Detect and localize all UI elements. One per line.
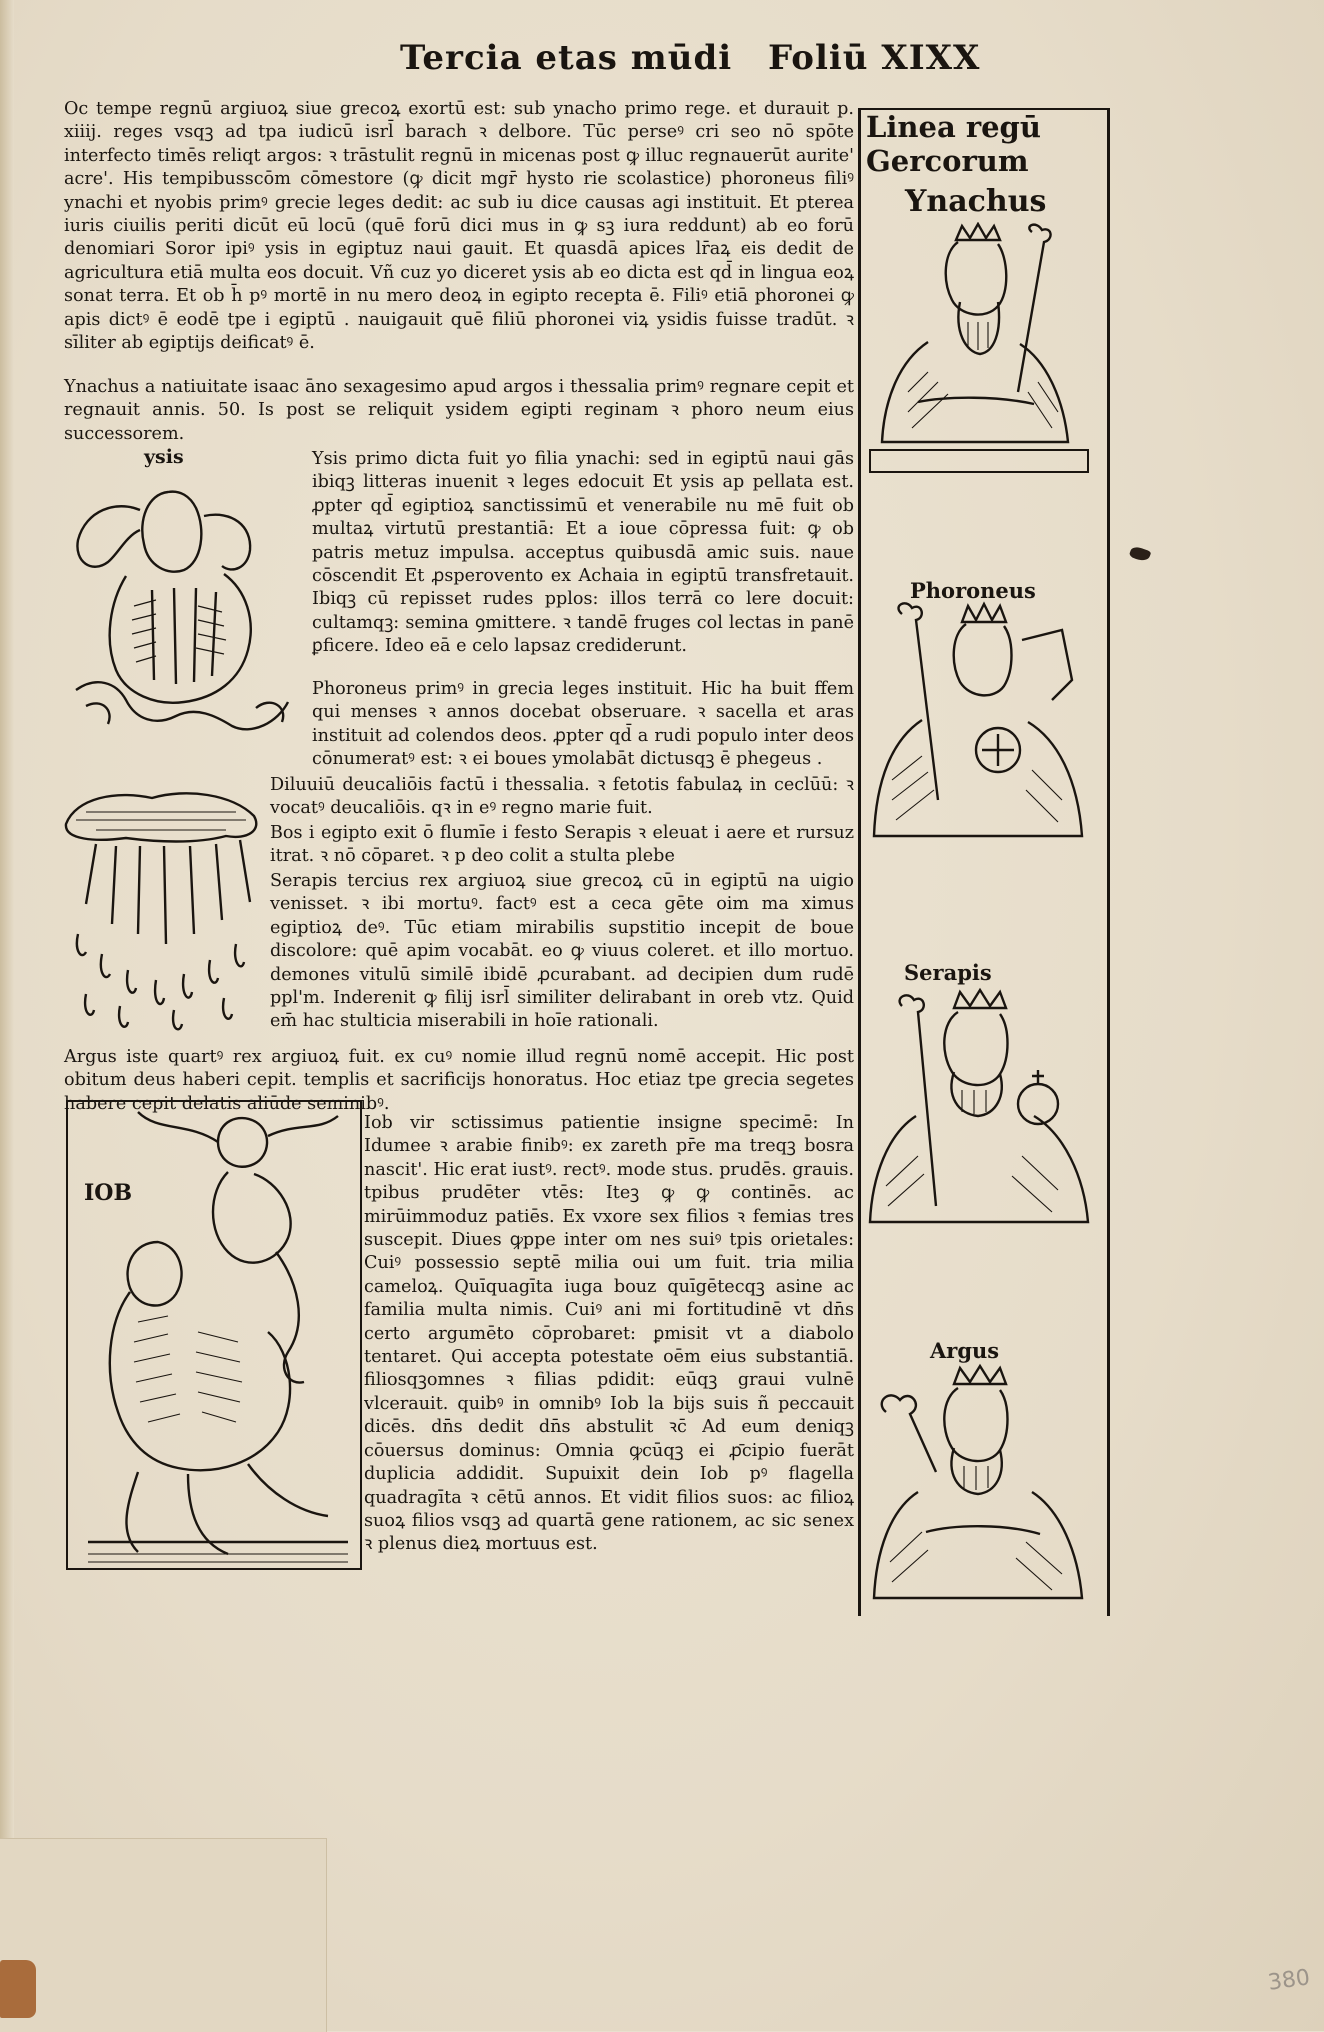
deucalion-paragraph-block: [270, 774, 854, 821]
ysis-paragraph: Ysis primo dicta fuit yo filia ynachi: sed in egiptū naui gās ibiqꝫ litteras inuenit ꝛ leges edocuit Et ysis ap pellata est. ꝓpter qd̄ egiptioꝝ sanctissimū et venerabile nu mē fuit ob multaꝝ virtutū prestantiā: Et a ioue cōpressa fuit: ꝙ ob patris metuz impulsa. acceptus quibusdā amic suis. naue cōscendit Et ꝓsperovento ex Achaia in egiptū transfretauit. Ibiqꝫ cū repisset rudes pplos: illos terrā co lere docuit: cultamqꝫ: semina ꝯmittere. ꝛ tandē fruges col lectas in panē ꝑficere. Ideo eā e celo lapsaz crediderunt.: [312, 449, 854, 657]
ruler-name-ynachus: Ynachus: [905, 184, 1047, 219]
serapis-paragraph-block: [270, 870, 854, 1034]
phoroneus-paragraph: Phoroneus primꝰ in grecia leges instituit. Hic ha buit ffem qui menses ꝛ annos docebat obseruare. ꝛ sacella et aras instituit ad colendos deos. ꝓpter qd̄ a rudi populo inter deos cōnumeratꝰ est: ꝛ ei boues ymolabāt dictusqꝫ ē phegeus .: [312, 679, 854, 770]
phoroneus-paragraph-block: [312, 678, 854, 772]
crowned-king-icon: [862, 986, 1098, 1234]
ysis-woodcut-label: ysis: [144, 446, 184, 468]
ynachus-paragraph-block: [64, 376, 854, 446]
ink-fleck: [1129, 545, 1152, 563]
deucalion-flood-woodcut: [56, 784, 264, 1038]
crowned-king-icon: [862, 600, 1092, 854]
job-woodcut-label: IOB: [84, 1180, 133, 1206]
serapis-paragraph: Serapis tercius rex argiuoꝝ siue grecoꝝ cū in egiptū na uigio venisset. ꝛ ibi mortuꝰ. factꝰ est a ceca gēte oim ma ximus egiptioꝝ deꝰ. Tūc etiam mirabilis supstitio incepit de boue discolore: quē apim vocabāt. eo ꝙ viuus coleret. et illo mortuo. demones vitulū similē ibidē ꝓcurabant. ad decipien dum rudē ppl'm. Inderenit ꝙ filij isrl̄ similiter delirabant in oreb vtz. Quid em̄ hac stulticia miserabili in hoīe rationali.: [270, 871, 854, 1032]
serapis-portrait: [862, 986, 1098, 1234]
ysis-paragraph-block: [312, 448, 854, 659]
ysis-woodcut-figure-icon: [56, 470, 302, 740]
ruler-name-phoroneus: Phoroneus: [910, 578, 1036, 603]
phoroneus-portrait: [862, 600, 1092, 854]
crowned-king-icon: [868, 222, 1090, 474]
ruler-name-serapis: Serapis: [904, 960, 992, 985]
page-edge: [0, 0, 14, 2031]
page-title: Tercia etas mūdi: [400, 38, 733, 78]
deucalion-paragraph: Diluuiū deucaliōis factū i thessalia. ꝛ fetotis fabulaꝝ in ceclūū: ꝛ vocatꝰ deucaliōis. qꝛ in eꝰ regno marie fuit.: [270, 775, 854, 819]
job-and-demon-icon: [68, 1102, 360, 1568]
bos-paragraph: Bos i egipto exit ō flumīe i festo Serapis ꝛ eleuat i aere et rursuz itrat. ꝛ nō cōparet. ꝛ p deo colit a stulta plebe: [270, 823, 854, 867]
rain-cloud-icon: [56, 784, 264, 1038]
argus-portrait: [866, 1362, 1092, 1608]
ynachus-portrait: [868, 222, 1090, 474]
job-paragraph-block: [364, 1112, 854, 1557]
folio-number: Foliū XIXX: [768, 38, 981, 78]
crowned-king-icon: [866, 1362, 1092, 1608]
pencil-mark: 380: [1266, 1965, 1312, 1996]
paper-paste-strip: [0, 1838, 327, 2032]
tape-remnant: [0, 1960, 36, 2018]
bos-paragraph-block: [270, 822, 854, 869]
intro-paragraph: Oc tempe regnū argiuoꝝ siue grecoꝝ exortū est: sub ynacho primo rege. et durauit p. xiiij. reges vsqꝫ ad tpa iudicū isrl̄ barach ꝛ delbore. Tūc perseꝰ cri seo nō spōte interfecto timēs reliqt argos: ꝛ trāstulit regnū in micenas post ꝙ illuc regnauerūt aurite' acre'. His tempibusscōm cōmestore (ꝙ dicit mgr̄ hysto rie scolastice) phoroneus filiꝰ ynachi et nyobis primꝰ grecie leges dedit: ac sub iu dice causas agi instituit. Et pterea iuris ciuilis periti dicūt eū locū (quē forū dici mus in ꝙ sꝫ iura reddunt) ab eo forū denomiari Soror ipiꝰ ysis in egiptuz naui gauit. Et quasdā apices lr̄aꝝ eis dedit de agricultura etiā multa eos docuit. Vñ cuz yo diceret ysis ab eo dicta est qd̄ in lingua eoꝝ sonat terra. Et ob h̄ pꝰ mortē in nu mero deoꝝ in egipto recepta ē. Filiꝰ etiā phoronei ꝙ apis dictꝰ ē eodē tpe i egiptū . nauigauit quē filiū phoronei viꝝ ysidis fuisse tradūt. ꝛ sīliter ab egiptijs deificatꝰ ē.: [64, 99, 854, 354]
ynachus-paragraph: Ynachus a natiuitate isaac āno sexagesimo apud argos i thessalia primꝰ regnare cepit et regnauit annis. 50. Is post se reliquit ysidem egipti reginam ꝛ phoro neum eius successorem.: [64, 377, 854, 444]
job-woodcut: [66, 1100, 362, 1570]
intro-paragraph-block: [64, 98, 854, 355]
job-paragraph: Iob vir sctissimus patientie insigne specimē: In Idumee ꝛ arabie finibꝰ: ex zareth pr̄e ma treqꝫ bosra nascit'. Hic erat iustꝰ. rectꝰ. mode stus. prudēs. grauis. tpibus prudēter vtēs: Iteꝫ ꝙ ꝙ continēs. ac mirūimmoduz patiēs. Ex vxore sex filios ꝛ femias tres suscepit. Diues ꝙppe inter om nes suiꝰ tpis orietales: Cuiꝰ possessio septē milia oui um fuit. tria milia cameloꝝ. Quīquagīta iuga bouz quīgētecqꝫ asine ac familia multa nimis. Cuiꝰ ani mi fortitudinē vt dn̄s certo argumēto cōprobaret: ꝑmisit vt a diabolo tentaret. Qui accepta potestate oēm eius substantiā. filiosqꝫomnes ꝛ filias pdidit: eūqꝫ graui vulnē vlcerauit. quibꝰ in omnibꝰ Iob la bijs suis ñ peccauit dicēs. dn̄s dedit dn̄s abstulit ꝛc̄ Ad eum deniqꝫ cōuersus dominus: Omnia ꝙcūqꝫ ei ꝓ̄cipio fuerāt duplicia addidit. Supuixit dein Iob pꝰ flagella quadragīta ꝛ cētū annos. Et vidit filios suos: ac filioꝝ suoꝝ filios vsqꝫ ad quartā gene rationem, ac sic senex ꝛ plenus dieꝝ mortuus est.: [364, 1113, 854, 1555]
ysis-woodcut: [56, 470, 302, 740]
lineage-heading: Linea regū Gercorum: [866, 110, 1041, 178]
argus-paragraph: Argus iste quartꝰ rex argiuoꝝ fuit. ex cuꝰ nomie illud regnū nomē accepit. Hic post obitum deus haberi cepit. templis et sacrificijs honoratus. Hoc etiaz tpe grecia segetes habere cepit delatis aliūde seminibꝰ.: [64, 1047, 854, 1114]
ruler-name-argus: Argus: [930, 1338, 1000, 1363]
